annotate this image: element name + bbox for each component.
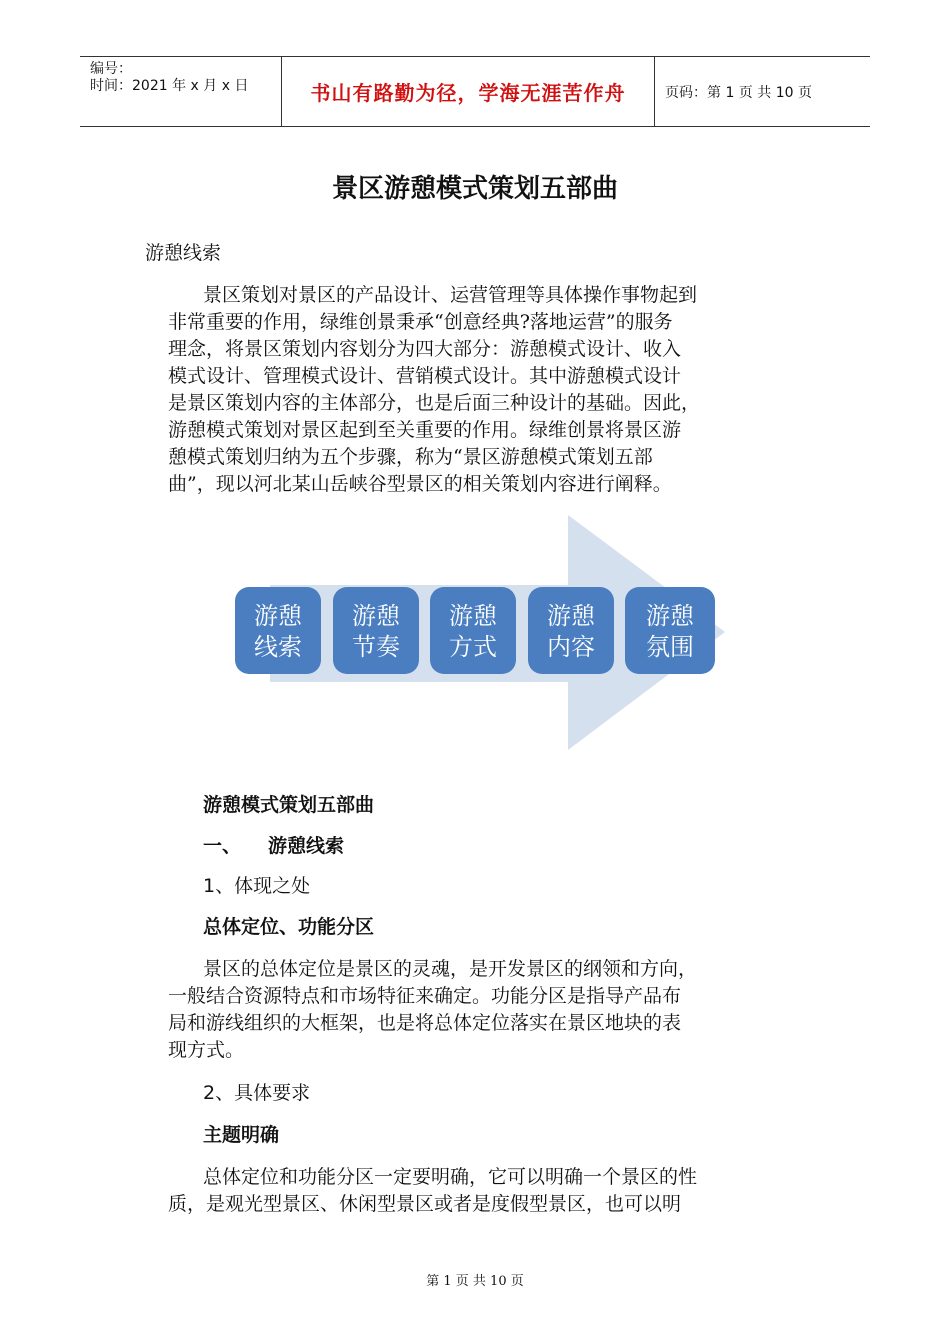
- section-heading: 游憩线索: [145, 242, 222, 264]
- step-label: 游憩: [352, 602, 400, 630]
- part-heading-text: 游憩线索: [268, 835, 345, 857]
- paragraph-line: 现方式。: [168, 1039, 245, 1061]
- document-number-label: 编号：: [90, 61, 132, 77]
- step-label: 节奏: [352, 633, 400, 661]
- page-header: [80, 56, 870, 127]
- step-节奏: [333, 587, 419, 674]
- paragraph-line: 理念，将景区策划内容划分为四大部分：游憩模式设计、收入: [168, 338, 682, 360]
- paragraph-line: 景区的总体定位是景区的灵魂，是开发景区的纲领和方向，: [203, 958, 698, 980]
- paragraph-line: 景区策划对景区的产品设计、运营管理等具体操作事物起到: [203, 284, 698, 306]
- item-bold-heading: 总体定位、功能分区: [203, 916, 375, 938]
- item-bold-heading: 主题明确: [203, 1124, 280, 1146]
- header-meta: [80, 57, 281, 126]
- step-label: 游憩: [449, 602, 497, 630]
- paragraph-line: 憩模式策划归纳为五个步骤，称为“景区游憩模式策划五部: [168, 446, 653, 468]
- step-label: 游憩: [254, 602, 302, 630]
- step-label: 氛围: [646, 633, 694, 661]
- paragraph-line: 模式设计、管理模式设计、营销模式设计。其中游憩模式设计: [168, 365, 682, 387]
- paragraph-line: 游憩模式策划对景区起到至关重要的作用。绿维创景将景区游: [168, 419, 682, 441]
- page-footer: 第 1 页 共 10 页: [426, 1274, 524, 1289]
- item-heading: 1、体现之处: [203, 875, 311, 897]
- paragraph-line: 质，是观光型景区、休闲型景区或者是度假型景区，也可以明: [168, 1193, 682, 1215]
- step-内容: [528, 587, 614, 674]
- paragraph-line: 是景区策划内容的主体部分，也是后面三种设计的基础。因此，: [168, 392, 701, 414]
- item-heading: 2、具体要求: [203, 1082, 311, 1104]
- header-page-info: 页码：第 1 页 共 10 页: [665, 84, 812, 101]
- process-diagram: [230, 515, 730, 750]
- document-date: 时间：2021 年 x 月 x 日: [90, 78, 249, 94]
- step-label: 线索: [254, 633, 302, 661]
- paragraph-line: 曲”，现以河北某山岳峡谷型景区的相关策划内容进行阐释。: [168, 473, 672, 495]
- step-线索: [235, 587, 321, 674]
- step-label: 内容: [547, 633, 595, 661]
- step-氛围: [625, 587, 715, 674]
- document-title: 景区游憩模式策划五部曲: [331, 174, 618, 204]
- paragraph-line: 局和游线组织的大框架，也是将总体定位落实在景区地块的表: [168, 1012, 682, 1034]
- step-label: 游憩: [547, 602, 595, 630]
- paragraph-line: 总体定位和功能分区一定要明确，它可以明确一个景区的性: [203, 1166, 698, 1188]
- paragraph-line: 一般结合资源特点和市场特征来确定。功能分区是指导产品布: [168, 985, 682, 1007]
- step-label: 方式: [449, 633, 497, 661]
- subtitle: 游憩模式策划五部曲: [203, 794, 375, 816]
- header-motto: 书山有路勤为径，学海无涯苦作舟: [281, 57, 655, 126]
- part-heading-number: 一、: [203, 835, 242, 857]
- paragraph-line: 非常重要的作用，绿维创景秉承“创意经典?落地运营”的服务: [168, 311, 673, 333]
- step-方式: [430, 587, 516, 674]
- step-label: 游憩: [646, 602, 694, 630]
